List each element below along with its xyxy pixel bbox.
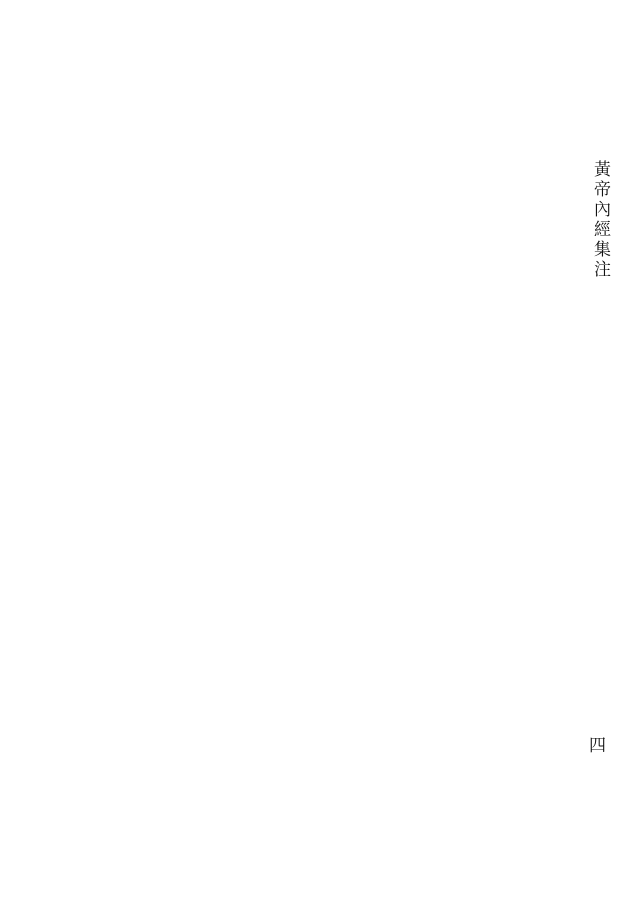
body-text-area <box>58 46 571 884</box>
page-number: 四 <box>585 736 605 753</box>
running-title: 黃帝內經集注 <box>590 160 610 280</box>
